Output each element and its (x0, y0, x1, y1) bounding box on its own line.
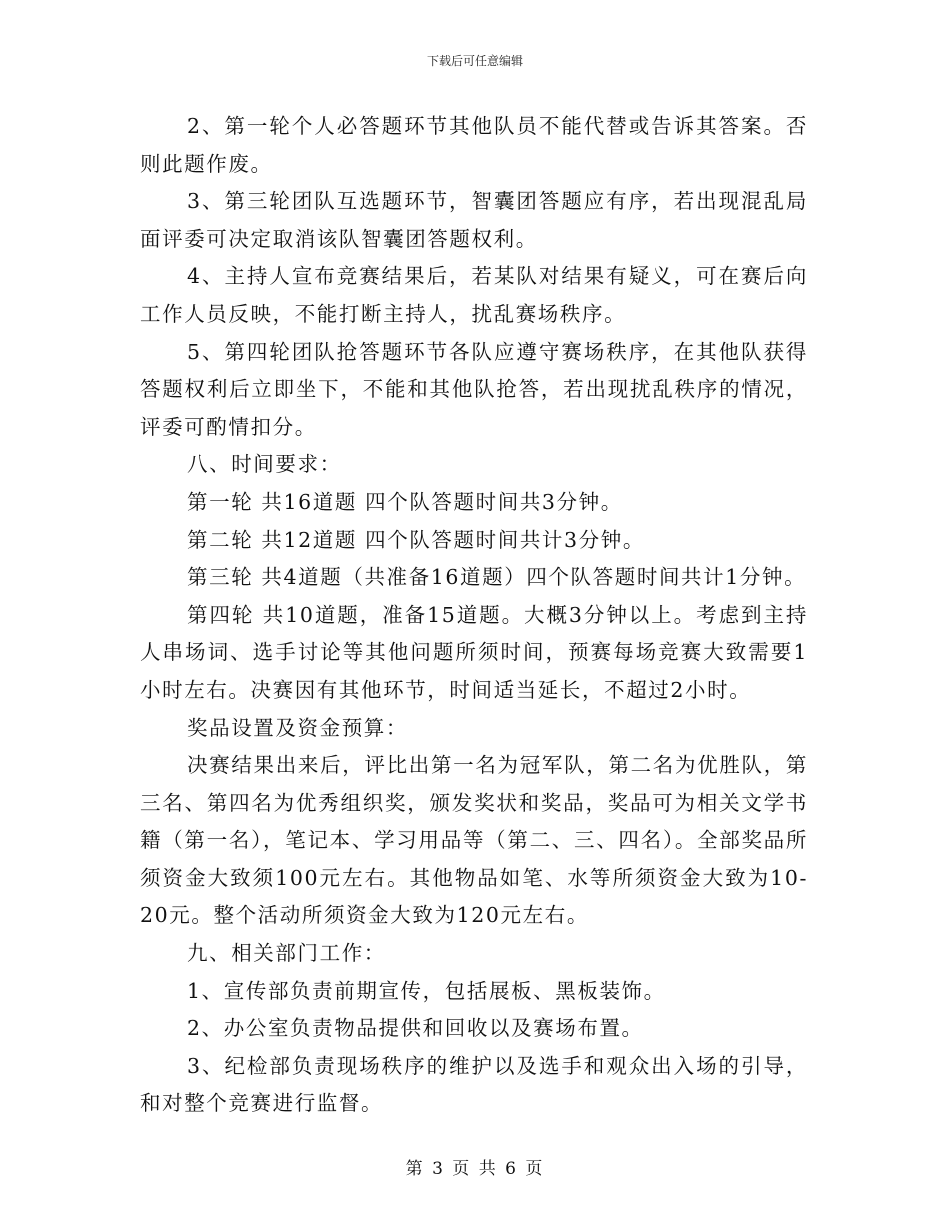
paragraph-rule-3: 3、第三轮团队互选题环节，智囊团答题应有序，若出现混乱局面评委可决定取消该队智囊团答题权利。 (140, 189, 808, 251)
document-body (140, 108, 808, 1123)
section-heading-time: 八、时间要求： (187, 452, 342, 477)
page-footer: 第 3 页 共 6 页 (405, 1159, 545, 1179)
paragraph-dept-2: 2、办公室负责物品提供和回收以及赛场布置。 (187, 1016, 644, 1041)
page-header: 下载后可任意编辑 (426, 54, 523, 68)
paragraph-dept-1: 1、宣传部负责前期宣传，包括展板、黑板装饰。 (187, 978, 666, 1003)
paragraph-rule-4: 4、主持人宣布竞赛结果后，若某队对结果有疑义，可在赛后向工作人员反映，不能打断主持人，扰乱赛场秩序。 (140, 264, 808, 326)
paragraph-round-3: 第三轮 共4道题（共准备16道题）四个队答题时间共计1分钟。 (187, 565, 807, 590)
paragraph-dept-3: 3、纪检部负责现场秩序的维护以及选手和观众出入场的引导，和对整个竞赛进行监督。 (140, 1053, 808, 1116)
paragraph-prizes: 决赛结果出来后，评比出第一名为冠军队，第二名为优胜队，第三名、第四名为优秀组织奖，颁发奖状和奖品，奖品可为相关文学书籍（第一名），笔记本、学习用品等（第二、三、四名）。全部奖品所须资金大致须100元左右。其他物品如笔、水等所须资金大致为10-20元。整个活动所须资金大致为120元左右。 (140, 753, 808, 928)
paragraph-rule-5: 5、第四轮团队抢答题环节各队应遵守赛场秩序，在其他队获得答题权利后立即坐下，不能和其他队抢答，若出现扰乱秩序的情况，评委可酌情扣分。 (140, 339, 808, 439)
paragraph-round-2: 第二轮 共12道题 四个队答题时间共计3分钟。 (187, 527, 645, 552)
paragraph-round-4: 第四轮 共10道题，准备15道题。大概3分钟以上。考虑到主持人串场词、选手讨论等其他问题所须时间，预赛每场竞赛大致需要1小时左右。决赛因有其他环节，时间适当延长，不超过2小时。 (140, 602, 808, 702)
paragraph-round-1: 第一轮 共16道题 四个队答题时间共3分钟。 (187, 489, 623, 514)
section-heading-departments: 九、相关部门工作： (187, 941, 386, 966)
section-heading-prizes: 奖品设置及资金预算： (187, 715, 408, 740)
paragraph-rule-2: 2、第一轮个人必答题环节其他队员不能代替或告诉其答案。否则此题作废。 (140, 114, 808, 176)
